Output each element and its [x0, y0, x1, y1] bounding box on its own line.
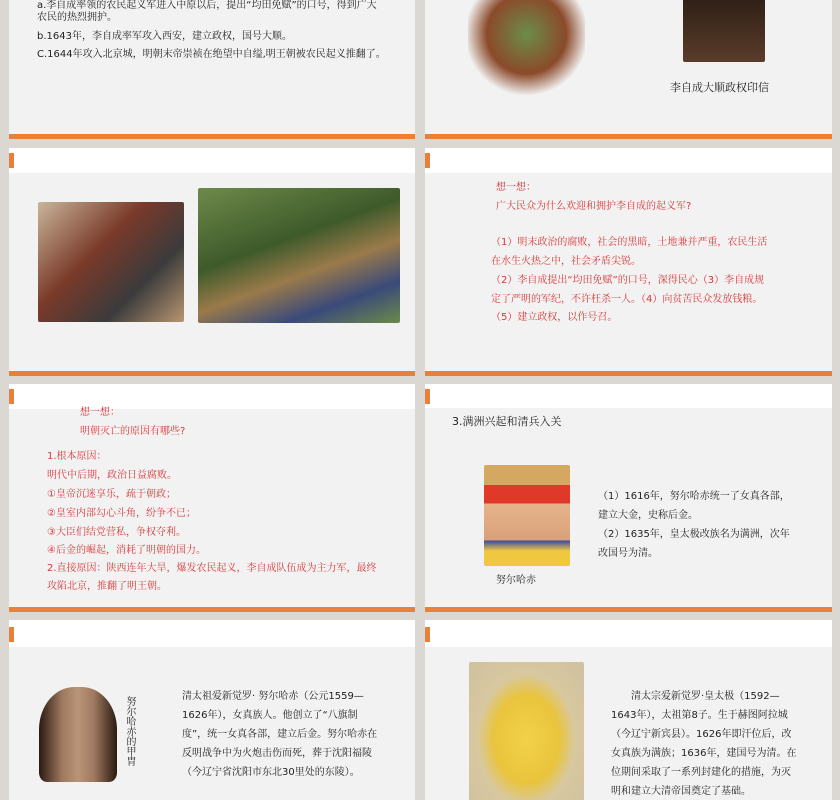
text-line: （今辽宁省沈阳市东北30里处的东陵）。 — [182, 767, 360, 778]
slide-header — [425, 620, 832, 647]
answer-line: ①皇帝沉迷享乐，疏于朝政； — [47, 489, 176, 500]
answer-line: （1）明末政治的腐败，社会的黑暗，土地兼并严重，农民生活 — [491, 237, 768, 248]
text-line: 农民的热烈拥护。 — [37, 12, 117, 23]
slide-header — [9, 620, 415, 647]
slide-footer-bar — [9, 607, 415, 612]
huangtaiji-portrait — [469, 662, 584, 800]
slide-footer-bar — [425, 371, 832, 376]
text-line: 女真族为满族；1636年，建国号为清。在 — [611, 748, 797, 759]
slide-4[interactable] — [425, 148, 832, 376]
slide-footer-bar — [425, 134, 832, 139]
slide-header — [9, 384, 415, 409]
text-line: a.李自成率领的农民起义军进入中原以后，提出“均田免赋”的口号，得到广大 — [37, 0, 377, 11]
portrait-caption: 努尔哈赤 — [496, 575, 536, 586]
answer-line: 定了严明的军纪，不许枉杀一人。（4）向贫苦民众发放钱粮。 — [491, 294, 763, 305]
emperor-suicide-painting — [198, 188, 400, 323]
battle-painting — [38, 202, 184, 322]
text-line: 改国号为清。 — [598, 548, 658, 559]
slide-2[interactable] — [425, 0, 832, 139]
answer-line: ③大臣们结党营私，争权夺利。 — [47, 527, 186, 538]
question-text: 广大民众为什么欢迎和拥护李自成的起义军? — [496, 201, 692, 212]
rider-painting — [468, 0, 585, 100]
armor-image — [39, 687, 117, 782]
armor-caption: 努尔哈赤的甲胄 — [124, 696, 135, 766]
slide-footer-bar — [9, 371, 415, 376]
answer-line: （2）李自成提出“均田免赋”的口号，深得民心（3）李自成规 — [491, 275, 765, 286]
header-accent — [425, 389, 430, 404]
slide-7[interactable] — [9, 620, 415, 800]
slide-header — [425, 148, 832, 173]
text-line: 清太宗爱新觉罗·皇太极（1592— — [611, 691, 780, 702]
slide-5[interactable] — [9, 384, 415, 612]
answer-line: ②皇室内部勾心斗角，纷争不已； — [47, 508, 196, 519]
slide-footer-bar — [425, 607, 832, 612]
text-line: C.1644年攻入北京城，明朝末帝崇祯在绝望中自缢,明王朝被农民起义推翻了。 — [37, 49, 386, 60]
slide-header — [9, 148, 415, 173]
answer-line: 在水生火热之中，社会矛盾尖锐。 — [491, 256, 641, 267]
slide-8[interactable] — [425, 620, 832, 800]
section-heading: 3.满洲兴起和清兵入关 — [452, 415, 562, 428]
text-line: 明和建立大清帝国奠定了基础。 — [611, 786, 751, 797]
header-accent — [425, 627, 430, 642]
question-label: 想一想： — [80, 407, 120, 418]
header-accent — [9, 389, 14, 404]
text-line: 位期间采取了一系列封建化的措施，为灭 — [611, 767, 791, 778]
answer-line: 明代中后期，政治日益腐败。 — [47, 470, 177, 481]
slide-header — [425, 384, 832, 408]
answer-line: （5）建立政权，以作号召。 — [491, 312, 618, 323]
answer-line: ④后金的崛起，消耗了明朝的国力。 — [47, 545, 206, 556]
text-line: （1）1616年，努尔哈赤统一了女真各部， — [598, 491, 790, 502]
question-text: 明朝灭亡的原因有哪些? — [80, 426, 186, 437]
seal-caption: 李自成大顺政权印信 — [670, 81, 769, 94]
text-line: 度”，统一女真各部，建立后金。努尔哈赤在 — [182, 729, 378, 740]
answer-line: 1.根本原因： — [47, 451, 107, 462]
text-line: （今辽宁新宾县）。1626年即汗位后，改 — [611, 729, 792, 740]
text-line: （2）1635年，皇太极改族名为满洲，次年 — [598, 529, 790, 540]
text-line: 建立大金，史称后金。 — [598, 510, 698, 521]
answer-line: 2.直接原因：陕西连年大旱，爆发农民起义，李自成队伍成为主力军，最终 — [47, 563, 377, 574]
text-line: 1643年），太祖第8子。生于赫图阿拉城 — [611, 710, 788, 721]
nurhaci-portrait — [484, 465, 570, 566]
text-line: b.1643年，李自成率军攻入西安，建立政权，国号大顺。 — [37, 31, 292, 42]
slide-6[interactable] — [425, 384, 832, 612]
question-label: 想一想： — [496, 182, 536, 193]
header-accent — [425, 153, 430, 168]
header-accent — [9, 627, 14, 642]
text-line: 1626年），女真族人。他创立了“八旗制 — [182, 710, 358, 721]
slide-1[interactable] — [9, 0, 415, 139]
header-accent — [9, 153, 14, 168]
answer-line: 攻陷北京，推翻了明王朝。 — [47, 581, 167, 592]
slide-3[interactable] — [9, 148, 415, 376]
text-line: 清太祖爱新觉罗· 努尔哈赤（公元1559— — [182, 691, 364, 702]
slide-footer-bar — [9, 134, 415, 139]
text-line: 反明战争中为火炮击伤而死，葬于沈阳福陵 — [182, 748, 372, 759]
seal-image — [683, 0, 765, 62]
